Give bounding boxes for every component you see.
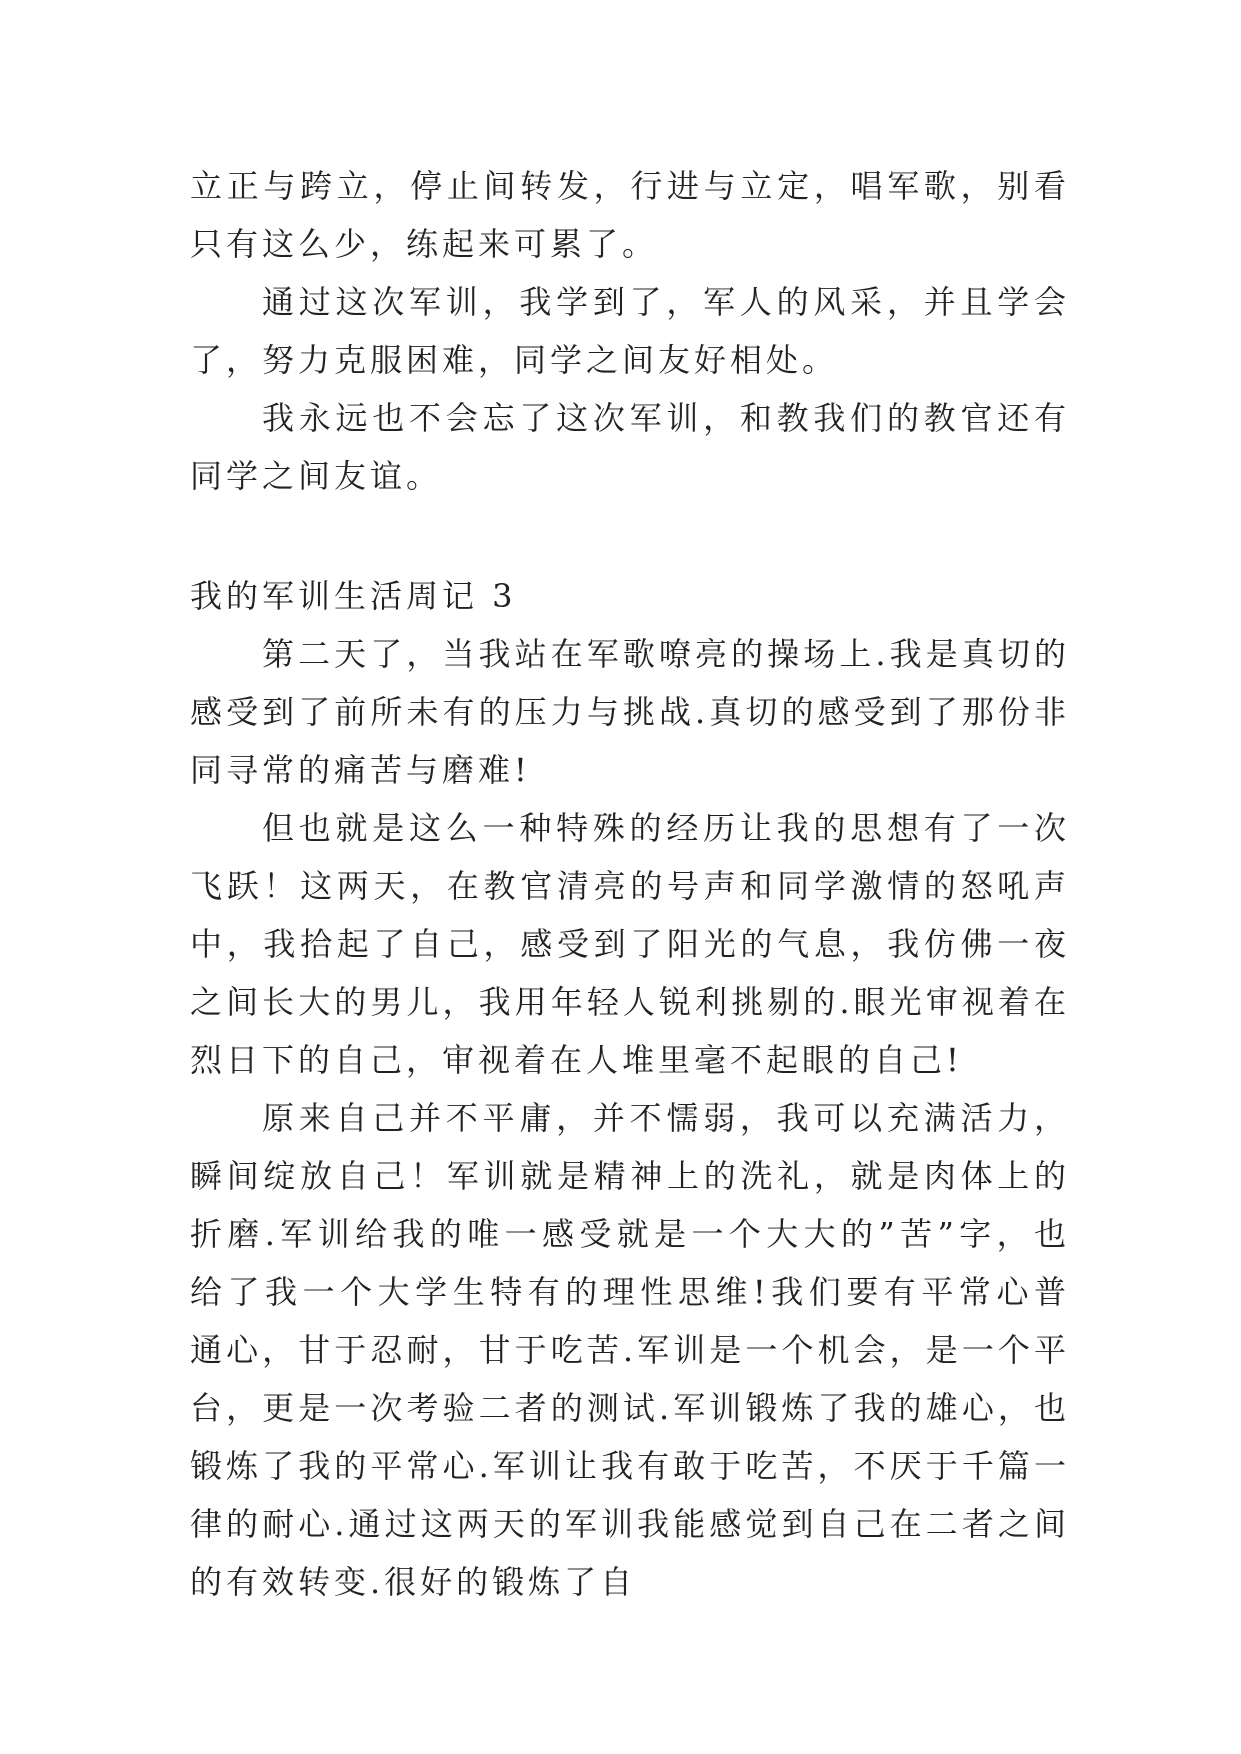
paragraph: 我永远也不会忘了这次军训，和教我们的教官还有同学之间友谊。 (190, 399, 1070, 495)
text-block-top (190, 157, 1070, 505)
paragraph: 立正与跨立，停止间转发，行进与立定，唱军歌，别看只有这么少，练起来可累了。 (190, 167, 1070, 263)
paragraph: 第二天了，当我站在军歌嘹亮的操场上.我是真切的感受到了前所未有的压力与挑战.真切的感受到了那份非同寻常的痛苦与磨难! (190, 635, 1070, 789)
text-block-body (190, 625, 1070, 1611)
paragraph: 通过这次军训，我学到了，军人的风采，并且学会了，努力克服困难，同学之间友好相处。 (190, 283, 1070, 379)
paragraph: 但也就是这么一种特殊的经历让我的思想有了一次飞跃！这两天，在教官清亮的号声和同学激情的怒吼声中，我拾起了自己，感受到了阳光的气息，我仿佛一夜之间长大的男儿，我用年轻人锐利挑剔的.眼光审视着在烈日下的自己，审视着在人堆里毫不起眼的自己! (190, 809, 1070, 1079)
section-title-block (190, 567, 1070, 625)
section-title: 我的军训生活周记 3 (190, 577, 517, 615)
paragraph: 原来自己并不平庸，并不懦弱，我可以充满活力，瞬间绽放自己！军训就是精神上的洗礼，就是肉体上的折磨.军训给我的唯一感受就是一个大大的”苦”字，也给了我一个大学生特有的理性思维!我们要有平常心普通心，甘于忍耐，甘于吃苦.军训是一个机会，是一个平台，更是一次考验二者的测试.军训锻炼了我的雄心，也锻炼了我的平常心.军训让我有敢于吃苦，不厌于千篇一律的耐心.通过这两天的军训我能感觉到自己在二者之间的有效转变.很好的锻炼了自 (190, 1099, 1070, 1601)
